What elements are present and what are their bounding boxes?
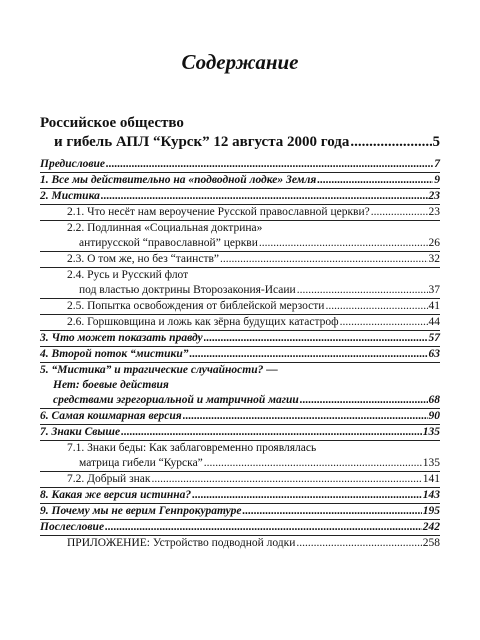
page-number: 37 <box>428 284 440 296</box>
page-title: Содержание <box>181 50 299 74</box>
entry-label: 2. Мистика <box>40 190 100 202</box>
dot-leader <box>259 236 428 251</box>
page-number: 135 <box>422 457 440 469</box>
page-number: 41 <box>428 300 440 312</box>
entry-row <box>67 456 440 471</box>
entry-label: Послесловие <box>40 521 105 533</box>
page-number: 9 <box>434 174 440 186</box>
dot-leader <box>192 488 422 503</box>
entry-label-line2: антирусской “православной” церкви <box>79 237 258 249</box>
entry-label: 3. Что может показать правду <box>40 332 203 344</box>
page-number: 242 <box>422 521 440 533</box>
entry-label-line1: 5. “Мистика” и трагические случайности? — <box>40 364 278 376</box>
dot-leader <box>220 252 428 267</box>
dot-leader <box>242 504 421 519</box>
toc-entry-ch9 <box>40 504 440 520</box>
page-number: 5 <box>432 134 440 150</box>
entry-label-line1: 2.2. Подлинная «Социальная доктрина» <box>67 222 263 234</box>
entry-label: 7.2. Добрый знак <box>67 473 151 485</box>
toc-entry-appendix <box>40 536 440 551</box>
page-number: 44 <box>428 316 440 328</box>
entry-label-line2: матрица гибели “Курска” <box>79 457 203 469</box>
entry-label-line2: под властью доктрины Второзакония-Исаии <box>79 284 296 296</box>
toc-entry-s25 <box>40 299 440 315</box>
toc-entry-ch1 <box>40 173 440 189</box>
dot-leader <box>183 409 428 424</box>
toc-entry-s72 <box>40 472 440 488</box>
dot-leader <box>204 331 428 346</box>
toc-entry-ch8 <box>40 488 440 504</box>
entry-label: 2.6. Горшковщина и ложь как зёрна будущих катастроф <box>67 316 339 328</box>
entry-label: ПРИЛОЖЕНИЕ: Устройство подводной лодки <box>67 537 296 549</box>
toc-entry-s26 <box>40 315 440 331</box>
page-number: 57 <box>428 332 440 344</box>
toc-entry-ch5 <box>40 363 440 409</box>
page-number: 68 <box>428 394 440 406</box>
toc-entry-ch4 <box>40 347 440 363</box>
dot-leader <box>340 315 428 330</box>
entry-label: Предисловие <box>40 158 106 170</box>
page-number: 141 <box>422 473 440 485</box>
page-number: 258 <box>422 537 440 549</box>
entry-label: 6. Самая кошмарная версия <box>40 410 182 422</box>
toc-entry-s22 <box>40 221 440 252</box>
dot-leader <box>296 536 421 551</box>
page-number: 90 <box>428 410 440 422</box>
page-number: 63 <box>428 348 440 360</box>
toc-entry-ch6 <box>40 409 440 425</box>
entry-label: 8. Какая же версия истинна? <box>40 489 192 501</box>
toc-entry-ch3 <box>40 331 440 347</box>
page-number: 195 <box>422 505 440 517</box>
page-number: 23 <box>428 206 440 218</box>
toc-main-line1: Российское общество <box>40 115 184 131</box>
dot-leader <box>300 393 428 408</box>
entry-label-line1: 2.4. Русь и Русский флот <box>67 269 189 281</box>
entry-row <box>67 236 440 251</box>
page-number: 32 <box>428 253 440 265</box>
entry-row <box>67 283 440 298</box>
page-number: 7 <box>434 158 440 170</box>
dot-leader <box>325 299 427 314</box>
dot-leader <box>101 189 428 204</box>
entry-label: 2.5. Попытка освобождения от библейской мерзости <box>67 300 325 312</box>
page-number: 26 <box>428 237 440 249</box>
dot-leader <box>350 133 431 152</box>
entry-label-line1: 7.1. Знаки беды: Как заблаговременно проявлялась <box>67 442 317 454</box>
dot-leader <box>151 472 421 487</box>
dot-leader <box>121 425 422 440</box>
page-number: 23 <box>428 190 440 202</box>
toc-entry-afterword <box>40 520 440 536</box>
toc-entry-s23 <box>40 252 440 268</box>
dot-leader <box>317 173 433 188</box>
toc-entry-s71 <box>40 441 440 472</box>
entry-label-line3: средствами эгрегориальной и матричной магии <box>53 394 299 406</box>
entry-label: 2.3. О том же, но без “таинств” <box>67 253 219 265</box>
entry-label: 9. Почему мы не верим Генпрокуратуре <box>40 505 242 517</box>
dot-leader <box>204 456 422 471</box>
page-number: 135 <box>422 426 440 438</box>
entry-label: 4. Второй поток “мистики” <box>40 348 189 360</box>
entry-label: 1. Все мы действительно на «подводной лодке» Земля <box>40 174 317 186</box>
entry-row <box>40 393 440 408</box>
dot-leader <box>106 157 433 172</box>
toc-entry-s24 <box>40 268 440 299</box>
dot-leader <box>297 283 428 298</box>
toc-entry-intro <box>40 157 440 173</box>
toc-entry-ch2 <box>40 189 440 205</box>
dot-leader <box>371 205 428 220</box>
toc-main-row <box>40 133 440 152</box>
entry-label: 7. Знаки Свыше <box>40 426 121 438</box>
dot-leader <box>189 347 427 362</box>
toc-main-line2: и гибель АПЛ “Курск” 12 августа 2000 года <box>54 134 350 150</box>
entry-label: 2.1. Что несёт нам вероучение Русской православной церкви? <box>67 206 370 218</box>
toc-main-heading <box>40 114 440 152</box>
table-of-contents <box>40 114 440 551</box>
toc-entry-ch7 <box>40 425 440 441</box>
toc-entry-s21 <box>40 205 440 221</box>
dot-leader <box>105 520 422 535</box>
entry-label-line2: Нет: боевые действия <box>53 379 169 391</box>
page-number: 143 <box>422 489 440 501</box>
